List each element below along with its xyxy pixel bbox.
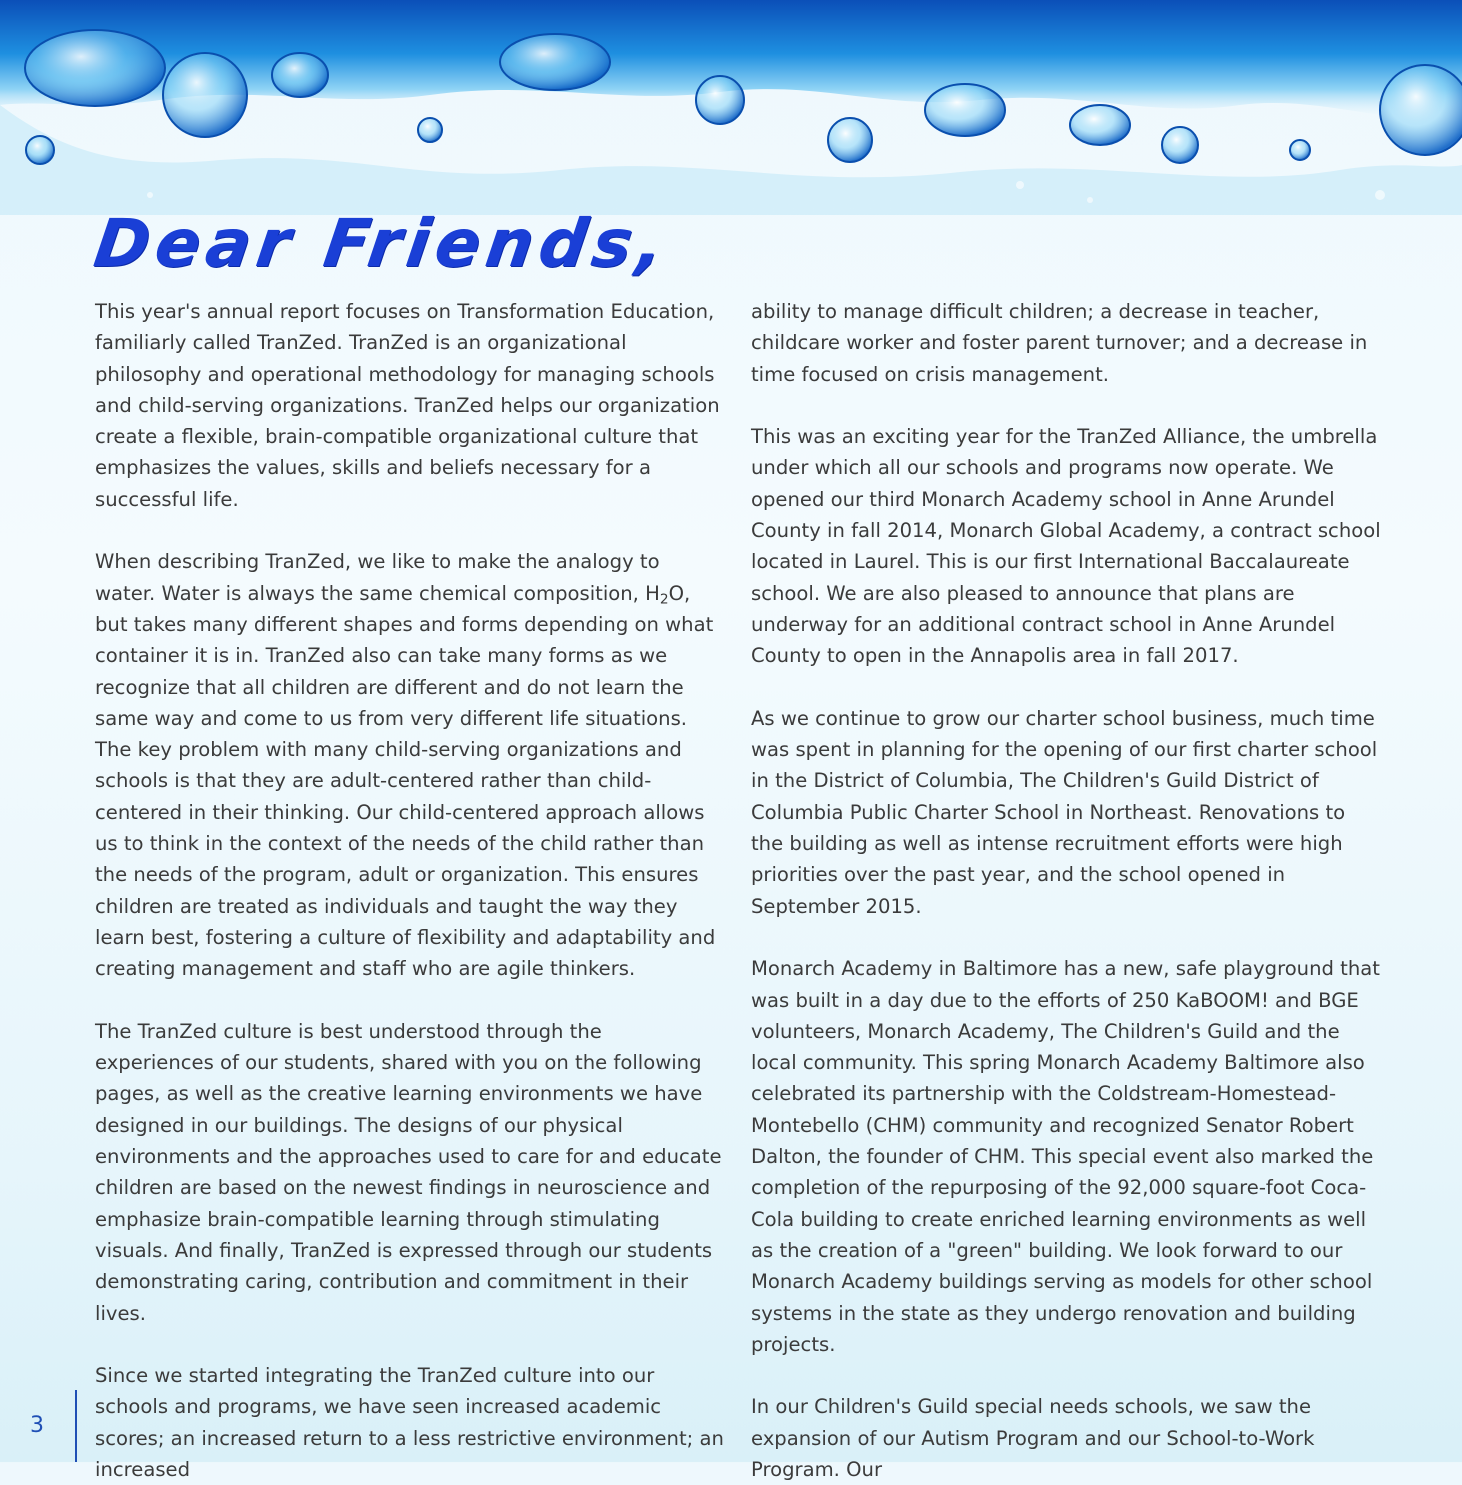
letter-salutation: Dear Friends,	[89, 205, 675, 282]
letter-paragraph: ability to manage difficult children; a decrease in teacher, childcare worker and foster parent turnover; and a decrease in time focused on crisis management.	[751, 300, 1368, 386]
letter-paragraph: Monarch Academy in Baltimore has a new, safe playground that was built in a day due to the efforts of 250 KaBOOM! and BGE volunteers, Monarch Academy, The Children's Guild and the local community. This spring Monarch Academy Baltimore also celebrated its partnership with the Coldstream-Homestead-Montebello (CHM) community and recognized Senator Robert Dalton, the founder of CHM. This special event also marked the completion of the repurposing of the 92,000 square-foot Coca-Cola building to create enriched learning environments as well as the creation of a "green" building. We look forward to our Monarch Academy buildings serving as models for other school systems in the state as they undergo renovation and building projects.	[751, 957, 1380, 1356]
page-number-divider	[75, 1390, 77, 1462]
water-surface-illustration	[0, 0, 1462, 215]
page-number: 3	[30, 1413, 44, 1438]
letter-paragraph: Since we started integrating the TranZed culture into our schools and programs, we have seen increased academic scores; an increased return to a less restrictive environment; an increased	[95, 1364, 724, 1481]
letter-paragraph: The TranZed culture is best understood through the experiences of our students, shared with you on the following pages, as well as the creative learning environments we have designed in our buildings. The designs of our physical environments and the approaches used to care for and educate children are based on the newest findings in neuroscience and emphasize brain-compatible learning through stimulating visuals. And finally, TranZed is expressed through our students demonstrating caring, contribution and commitment in their lives.	[95, 1019, 722, 1325]
letter-left-column	[95, 296, 725, 1485]
letter-paragraph: This year's annual report focuses on Transformation Education, familiarly called TranZed. TranZed is an organizational philosophy and operational methodology for managing schools and child-serving organizations. TranZed helps our organization create a flexible, brain-compatible organizational culture that emphasizes the values, skills and beliefs necessary for a successful life.	[95, 300, 720, 511]
letter-paragraph: As we continue to grow our charter school business, much time was spent in planning for the opening of our first charter school in the District of Columbia, The Children's Guild District of Columbia Public Charter School in Northeast. Renovations to the building as well as intense recruitment efforts were high priorities over the past year, and the school opened in September 2015.	[751, 706, 1378, 918]
letter-paragraph: When describing TranZed, we like to make the analogy to water. Water is always the same chemical composition, $H_2O$, but takes many different shapes and forms depending on what container it is in. TranZed also can take many forms as we recognize that all children are different and do not learn the same way and come to us from very different life situations. The key problem with many child-serving organizations and schools is that they are adult-centered rather than child-centered in their thinking. Our child-centered approach allows us to think in the context of the needs of the child rather than the needs of the program, adult or organization. This ensures children are treated as individuals and taught the way they learn best, fostering a culture of flexibility and adaptability and creating management and staff who are agile thinkers.	[95, 550, 716, 981]
letter-paragraph: This was an exciting year for the TranZed Alliance, the umbrella under which all our schools and programs now operate. We opened our third Monarch Academy school in Anne Arundel County in fall 2014, Monarch Global Academy, a contract school located in Laurel. This is our first International Baccalaureate school. We are also pleased to announce that plans are underway for an additional contract school in Anne Arundel County to open in the Annapolis area in fall 2017.	[751, 425, 1381, 668]
letter-paragraph: In our Children's Guild special needs schools, we saw the expansion of our Autism Program and our School-to-Work Program. Our	[751, 1395, 1315, 1481]
letter-right-column	[751, 296, 1381, 1485]
